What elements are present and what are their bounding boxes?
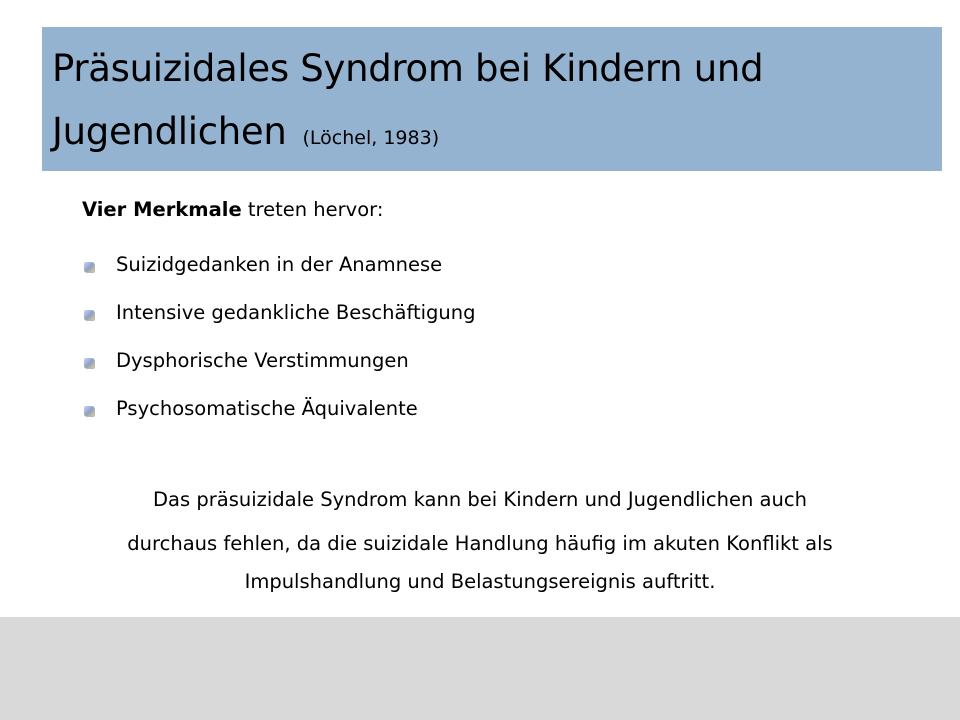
note-line: Impulshandlung und Belastungsereignis auftritt. bbox=[244, 570, 716, 593]
slide-title-line-1: Präsuizidales Syndrom bei Kindern und bbox=[52, 47, 764, 90]
bullet-icon bbox=[84, 358, 94, 368]
bullet-icon bbox=[84, 406, 94, 416]
intro-text bbox=[82, 198, 383, 221]
slide-title-band bbox=[42, 27, 942, 171]
note-line: Das präsuizidale Syndrom kann bei Kindern und Jugendlichen auch bbox=[153, 488, 807, 511]
list-item bbox=[82, 288, 476, 336]
list-item-text: Intensive gedankliche Beschäftigung bbox=[116, 300, 476, 324]
list-item-text: Dysphorische Verstimmungen bbox=[116, 348, 409, 372]
bullet-icon bbox=[84, 310, 94, 320]
slide-title-line-2 bbox=[52, 110, 439, 153]
feature-list bbox=[82, 240, 476, 432]
list-item bbox=[82, 336, 476, 384]
list-item-text: Psychosomatische Äquivalente bbox=[116, 396, 418, 420]
bullet-icon bbox=[84, 262, 94, 272]
footer-band bbox=[0, 617, 960, 720]
title-citation: (Löchel, 1983) bbox=[302, 127, 440, 149]
list-item bbox=[82, 240, 476, 288]
list-item-text: Suizidgedanken in der Anamnese bbox=[116, 252, 443, 276]
intro-bold: Vier Merkmale bbox=[82, 198, 242, 221]
note-line: durchaus fehlen, da die suizidale Handlung häufig im akuten Konflikt als bbox=[127, 532, 833, 555]
note-paragraph bbox=[0, 478, 960, 598]
list-item bbox=[82, 384, 476, 432]
slide-title-word: Jugendlichen bbox=[52, 110, 287, 153]
intro-rest: treten hervor: bbox=[241, 198, 384, 221]
